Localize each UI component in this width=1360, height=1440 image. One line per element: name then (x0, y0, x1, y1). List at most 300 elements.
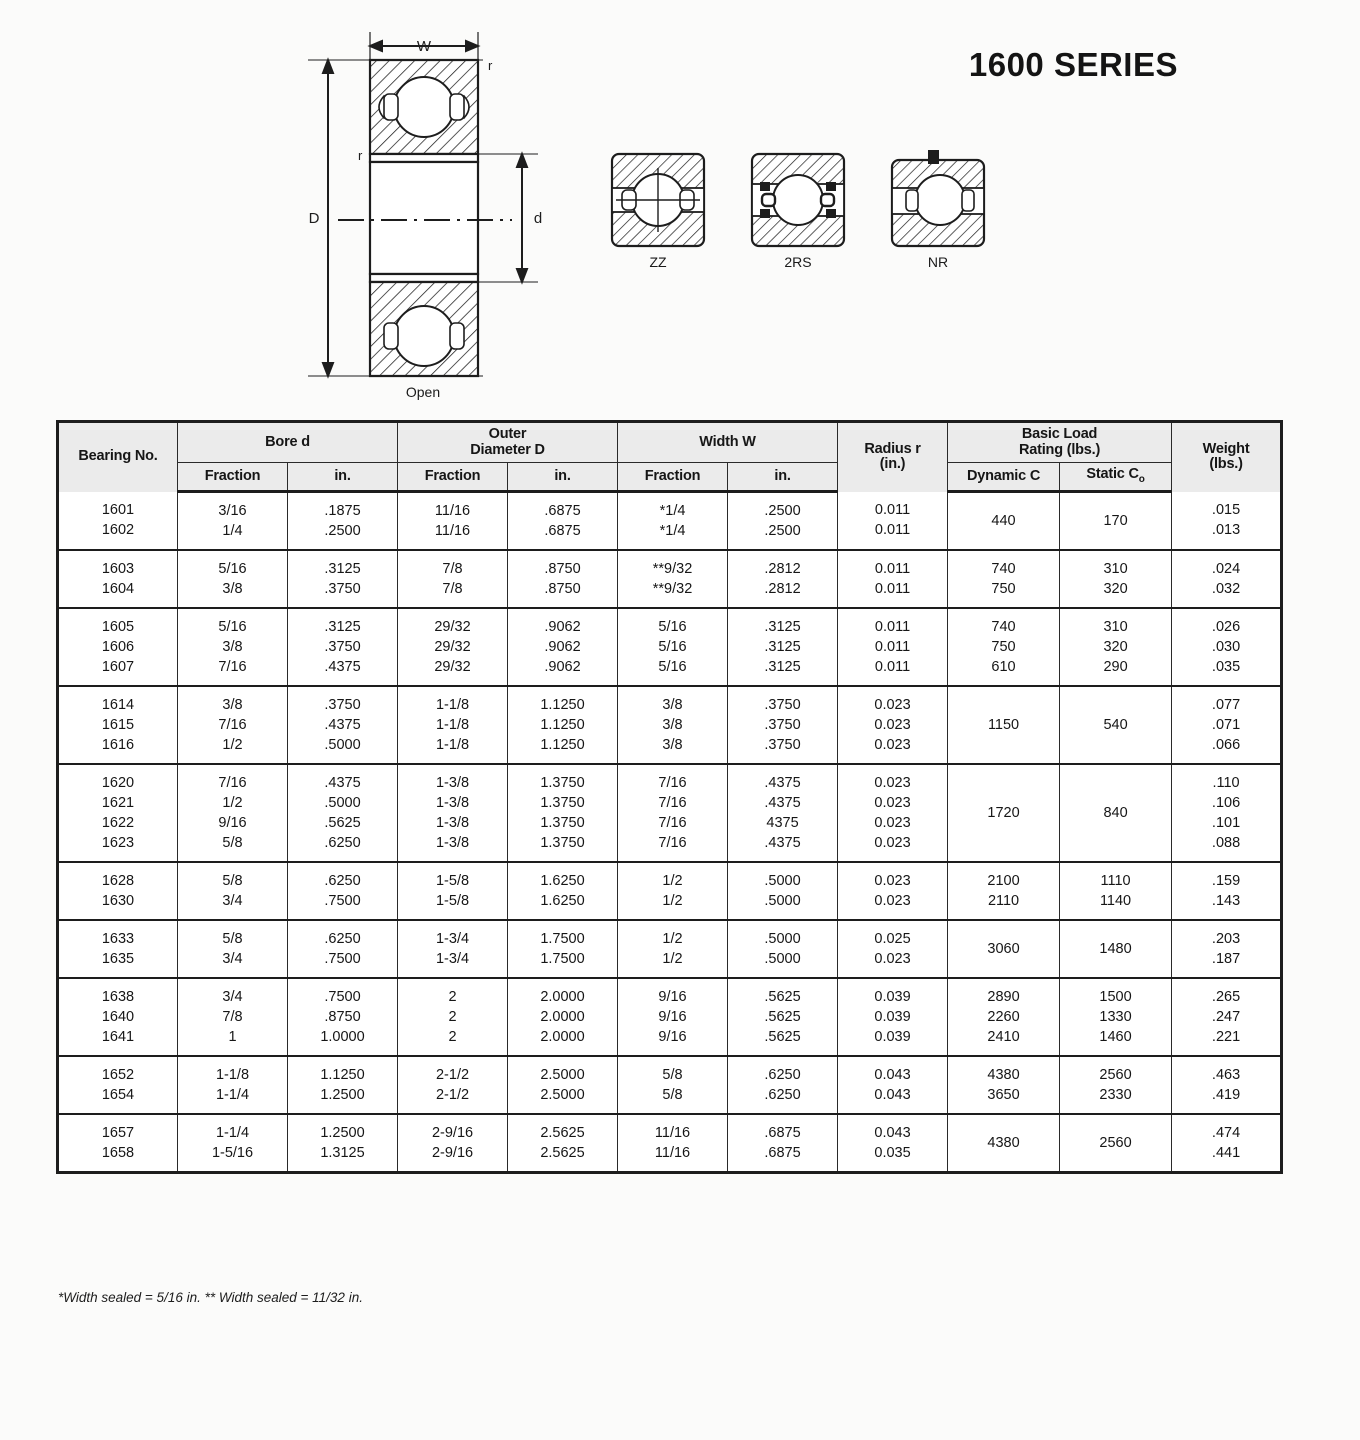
cell-dynamic-c-value: 740 (991, 561, 1016, 577)
cell-radius-value: 0.043 (874, 1125, 911, 1141)
cell-od-fraction-value: 2-1/2 (435, 1087, 470, 1103)
svg-text:D: D (308, 210, 320, 227)
table-row-group (58, 764, 1282, 862)
cell-weight-value: .015 (1211, 502, 1241, 519)
cell-od-in (508, 764, 618, 862)
col-header-bore-in: in. (288, 463, 398, 492)
cell-static-c (1060, 608, 1172, 686)
cell-bore-in-value: .3125 (324, 619, 361, 635)
cell-width-in (728, 550, 838, 608)
cell-bearing-no-value: 1652 (101, 1067, 135, 1083)
cell-bearing-no-value: 1604 (101, 581, 135, 597)
cell-bearing-no-value: 1635 (101, 951, 135, 967)
cell-bore-fraction-value: 3/16 (218, 503, 247, 519)
svg-text:W: W (416, 38, 432, 55)
cell-bearing-no-value: 1628 (101, 873, 135, 889)
cell-width-fraction-value: 3/8 (662, 717, 683, 733)
cell-bore-in (288, 978, 398, 1056)
cell-dynamic-c-value: 610 (991, 659, 1016, 675)
cell-width-fraction-value: 7/16 (658, 835, 687, 851)
cell-weight-value: .013 (1211, 522, 1241, 539)
cell-bore-fraction-value: 5/8 (222, 873, 243, 889)
cell-od-in-value: .6875 (544, 503, 581, 519)
cell-od-in (508, 1114, 618, 1173)
cell-dynamic-c (948, 550, 1060, 608)
cell-static-c: 1480 (1060, 920, 1172, 978)
cell-width-fraction-value: 9/16 (658, 989, 687, 1005)
cell-bore-in-value: 1.1250 (320, 1067, 365, 1083)
cell-radius-value: 0.025 (874, 931, 911, 947)
cell-radius-value: 0.011 (874, 659, 911, 675)
cell-od-in-value: 1.6250 (540, 893, 585, 909)
cell-radius-value: 0.011 (874, 522, 911, 539)
cell-od-fraction (398, 550, 508, 608)
col-header-od-in: in. (508, 463, 618, 492)
cell-bearing-no (58, 492, 178, 551)
cell-dynamic-c (948, 862, 1060, 920)
cell-bore-in (288, 550, 398, 608)
cell-bore-in-value: 1.2500 (320, 1087, 365, 1103)
cell-weight-value: .187 (1211, 951, 1241, 967)
cell-width-fraction-value: *1/4 (659, 503, 686, 519)
specification-table-wrapper (56, 420, 1280, 1174)
cell-static-c (1060, 862, 1172, 920)
cell-bore-fraction-value: 5/16 (218, 619, 247, 635)
cell-radius-value: 0.011 (874, 502, 911, 519)
cell-radius-value: 0.023 (874, 873, 911, 889)
cell-weight-value: .203 (1211, 931, 1241, 947)
col-header-radius-line1: Radius r (864, 440, 921, 457)
cell-width-in-value: .6250 (764, 1087, 801, 1103)
cell-width-fraction-value: 1/2 (662, 893, 683, 909)
cell-bore-fraction-value: 3/8 (222, 697, 243, 713)
cell-bore-in (288, 492, 398, 551)
cell-od-fraction (398, 1114, 508, 1173)
cell-bearing-no-value: 1601 (101, 502, 135, 519)
cell-weight-value: .030 (1211, 639, 1241, 655)
cell-weight-value: .221 (1211, 1029, 1241, 1045)
page-title: 1600 SERIES (968, 46, 1178, 83)
cell-radius-value: 0.011 (874, 619, 911, 635)
cell-weight (1172, 1056, 1282, 1114)
cell-dynamic-c: 4380 (948, 1114, 1060, 1173)
cell-od-in-value: 1.6250 (540, 873, 585, 889)
cell-bore-in-value: .2500 (324, 523, 361, 539)
cell-bore-fraction-value: 5/8 (222, 835, 243, 851)
col-header-static-c (1060, 463, 1172, 492)
cell-width-fraction (618, 550, 728, 608)
cell-bore-in-value: .3750 (324, 639, 361, 655)
cell-width-fraction-value: 1/2 (662, 931, 683, 947)
cell-width-fraction (618, 686, 728, 764)
cell-bore-in (288, 1056, 398, 1114)
cell-radius-value: 0.023 (874, 697, 911, 713)
cell-width-in-value: .3125 (764, 619, 801, 635)
cell-width-in (728, 1056, 838, 1114)
cell-od-fraction-value: 2-1/2 (435, 1067, 470, 1083)
cell-od-in-value: 1.3750 (540, 815, 585, 831)
cell-dynamic-c-value: 2100 (987, 873, 1020, 889)
cell-od-fraction-value: 1-3/8 (435, 775, 470, 791)
cell-bore-fraction (178, 608, 288, 686)
cell-bore-fraction-value: 3/4 (222, 951, 243, 967)
open-bearing-diagram (298, 24, 548, 404)
variant-label-2rs: 2RS (784, 254, 812, 270)
cell-static-c-value: 2330 (1099, 1087, 1132, 1103)
cell-bearing-no-value: 1654 (101, 1087, 135, 1103)
cell-bore-in-value: .6250 (324, 931, 361, 947)
cell-bearing-no-value: 1622 (101, 815, 135, 831)
cell-bearing-no-value: 1658 (101, 1145, 135, 1161)
cell-width-in-value: .5000 (764, 893, 801, 909)
illustration-band (0, 0, 1360, 410)
cell-od-in-value: .9062 (544, 659, 581, 675)
cell-static-c-value: 1460 (1099, 1029, 1132, 1045)
cell-bearing-no (58, 1114, 178, 1173)
cell-bore-fraction (178, 862, 288, 920)
cell-bore-fraction-value: 1-1/8 (215, 1067, 250, 1083)
open-bearing-figure (298, 24, 548, 404)
cell-width-in-value: 4375 (766, 815, 799, 831)
cell-bore-fraction-value: 1-5/16 (211, 1145, 254, 1161)
cell-od-fraction (398, 920, 508, 978)
cell-width-in-value: .3750 (764, 697, 801, 713)
cell-weight (1172, 764, 1282, 862)
cell-bearing-no-value: 1621 (101, 795, 135, 811)
cell-static-c-value: 310 (1103, 561, 1128, 577)
2rs-bearing-diagram (748, 150, 848, 250)
table-row-group (58, 492, 1282, 551)
cell-static-c-value: 290 (1103, 659, 1128, 675)
cell-width-in (728, 764, 838, 862)
cell-bearing-no (58, 608, 178, 686)
cell-od-fraction (398, 1056, 508, 1114)
zz-bearing-diagram (608, 150, 708, 250)
cell-bearing-no (58, 862, 178, 920)
col-header-weight-line1: Weight (1202, 440, 1250, 457)
cell-dynamic-c: 3060 (948, 920, 1060, 978)
cell-bore-in (288, 862, 398, 920)
cell-od-in-value: 1.1250 (540, 697, 585, 713)
cell-od-fraction-value: 1-3/4 (435, 931, 470, 947)
cell-bore-in-value: .5625 (324, 815, 361, 831)
cell-weight (1172, 686, 1282, 764)
cell-radius (838, 492, 948, 551)
cell-od-fraction-value: 1-3/8 (435, 795, 470, 811)
cell-radius-value: 0.039 (874, 1029, 911, 1045)
cell-width-in-value: .3750 (764, 717, 801, 733)
cell-bearing-no-value: 1638 (101, 989, 135, 1005)
cell-radius (838, 764, 948, 862)
cell-width-fraction-value: 5/8 (662, 1087, 683, 1103)
cell-radius-value: 0.023 (874, 795, 911, 811)
cell-radius (838, 978, 948, 1056)
col-header-outer-diameter-line2: Diameter D (470, 441, 545, 458)
cell-od-fraction-value: 1-3/8 (435, 835, 470, 851)
cell-width-in-value: .6250 (764, 1067, 801, 1083)
cell-radius (838, 686, 948, 764)
cell-width-in-value: .5000 (764, 873, 801, 889)
variant-figure-nr (888, 150, 988, 270)
cell-radius-value: 0.043 (874, 1067, 911, 1083)
cell-dynamic-c (948, 1056, 1060, 1114)
cell-weight (1172, 1114, 1282, 1173)
table-row-group (58, 608, 1282, 686)
cell-width-in (728, 1114, 838, 1173)
cell-radius-value: 0.011 (874, 639, 911, 655)
cell-width-fraction (618, 492, 728, 551)
variant-label-zz: ZZ (649, 254, 667, 270)
col-header-bore-fraction: Fraction (178, 463, 288, 492)
cell-width-fraction-value: 5/16 (658, 639, 687, 655)
cell-width-in-value: .5625 (764, 1009, 801, 1025)
cell-width-in-value: .4375 (764, 835, 801, 851)
cell-radius (838, 1056, 948, 1114)
cell-width-fraction (618, 862, 728, 920)
cell-width-fraction-value: *1/4 (659, 523, 686, 539)
cell-bore-fraction-value: 7/16 (218, 717, 247, 733)
cell-od-in-value: .8750 (544, 581, 581, 597)
cell-bore-fraction (178, 550, 288, 608)
cell-radius-value: 0.023 (874, 815, 911, 831)
cell-dynamic-c-value: 2260 (987, 1009, 1020, 1025)
cell-radius (838, 1114, 948, 1173)
cell-bore-fraction (178, 686, 288, 764)
cell-bore-in-value: .3125 (324, 561, 361, 577)
cell-bore-in-value: .8750 (324, 1009, 361, 1025)
cell-od-fraction-value: 1-3/4 (435, 951, 470, 967)
cell-static-c-value: 1140 (1099, 893, 1132, 909)
cell-bore-in-value: .4375 (324, 717, 361, 733)
cell-weight-value: .024 (1211, 561, 1241, 577)
cell-width-in-value: .3750 (764, 737, 801, 753)
cell-weight (1172, 550, 1282, 608)
cell-bore-in-value: .5000 (324, 737, 361, 753)
cell-od-in-value: 2.5000 (540, 1067, 585, 1083)
cell-od-in-value: .9062 (544, 639, 581, 655)
cell-bearing-no-value: 1620 (101, 775, 135, 791)
cell-bore-in (288, 1114, 398, 1173)
cell-od-in-value: 2.5000 (540, 1087, 585, 1103)
cell-width-fraction-value: 5/16 (658, 659, 687, 675)
cell-od-fraction-value: 2 (448, 1009, 457, 1025)
col-header-weight (1172, 422, 1282, 492)
cell-od-in (508, 1056, 618, 1114)
cell-static-c-value: 1330 (1099, 1009, 1132, 1025)
cell-dynamic-c-value: 2890 (987, 989, 1020, 1005)
cell-od-fraction-value: 1-5/8 (435, 873, 470, 889)
cell-bearing-no (58, 1056, 178, 1114)
cell-radius-value: 0.035 (874, 1145, 911, 1161)
cell-od-in-value: 1.1250 (540, 717, 585, 733)
cell-weight-value: .110 (1212, 775, 1240, 791)
cell-od-fraction-value: 1-3/8 (435, 815, 470, 831)
cell-width-fraction-value: 7/16 (658, 775, 687, 791)
svg-text:d: d (533, 210, 543, 227)
cell-dynamic-c-value: 750 (991, 639, 1016, 655)
cell-bore-fraction-value: 5/16 (218, 561, 247, 577)
cell-od-fraction-value: 2-9/16 (431, 1125, 474, 1141)
cell-bore-in (288, 608, 398, 686)
cell-radius (838, 608, 948, 686)
cell-static-c-value: 1110 (1100, 873, 1131, 889)
cell-od-in (508, 920, 618, 978)
cell-static-c: 170 (1060, 492, 1172, 551)
cell-od-fraction-value: 1-1/8 (435, 697, 470, 713)
cell-radius (838, 920, 948, 978)
col-header-basic-load-line1: Basic Load (1021, 426, 1098, 442)
cell-width-in-value: .5625 (764, 1029, 801, 1045)
cell-bore-fraction (178, 1114, 288, 1173)
cell-width-fraction-value: 11/16 (654, 1125, 691, 1141)
cell-dynamic-c-value: 4380 (987, 1067, 1020, 1083)
cell-od-fraction (398, 608, 508, 686)
col-header-basic-load-line2: Rating (lbs.) (1018, 441, 1101, 458)
cell-weight-value: .026 (1211, 619, 1241, 635)
col-header-width-fraction: Fraction (618, 463, 728, 492)
cell-bore-fraction (178, 492, 288, 551)
cell-weight (1172, 920, 1282, 978)
cell-width-fraction-value: 3/8 (662, 697, 683, 713)
cell-bore-fraction (178, 764, 288, 862)
cell-width-fraction-value: 1/2 (662, 873, 683, 889)
cell-bore-fraction-value: 1-1/4 (215, 1125, 250, 1141)
cell-od-in-value: 1.3750 (540, 835, 585, 851)
cell-bearing-no-value: 1616 (101, 737, 135, 753)
cell-od-fraction-value: 29/32 (434, 619, 471, 635)
cell-od-in-value: 1.7500 (540, 951, 585, 967)
cell-bearing-no-value: 1657 (101, 1125, 135, 1141)
cell-width-fraction-value: 5/8 (662, 1067, 683, 1083)
cell-bore-fraction-value: 1/4 (222, 523, 243, 539)
cell-od-fraction (398, 862, 508, 920)
cell-bearing-no-value: 1641 (101, 1029, 135, 1045)
table-row-group (58, 1056, 1282, 1114)
cell-bearing-no (58, 978, 178, 1056)
cell-weight-value: .143 (1211, 893, 1241, 909)
cell-bearing-no-value: 1603 (101, 561, 135, 577)
specification-table (56, 420, 1283, 1174)
cell-static-c: 2560 (1060, 1114, 1172, 1173)
cell-dynamic-c: 1720 (948, 764, 1060, 862)
cell-weight-value: .159 (1211, 873, 1241, 889)
cell-bearing-no (58, 764, 178, 862)
col-header-bore: Bore d (178, 422, 398, 463)
cell-bearing-no (58, 550, 178, 608)
cell-radius-value: 0.011 (874, 581, 911, 597)
cell-width-fraction-value: 9/16 (658, 1009, 687, 1025)
cell-bore-in-value: .4375 (324, 775, 361, 791)
cell-bore-in-value: .7500 (324, 893, 361, 909)
col-header-outer-diameter (398, 422, 618, 463)
table-header (58, 422, 1282, 492)
cell-weight-value: .071 (1211, 717, 1241, 733)
cell-width-fraction (618, 1056, 728, 1114)
cell-width-in (728, 978, 838, 1056)
cell-od-fraction-value: 1-5/8 (435, 893, 470, 909)
cell-dynamic-c-value: 2110 (987, 893, 1020, 909)
cell-bore-fraction-value: 7/16 (218, 775, 247, 791)
cell-dynamic-c-value: 2410 (987, 1029, 1020, 1045)
cell-weight-value: .247 (1211, 1009, 1241, 1025)
table-row-group (58, 550, 1282, 608)
svg-text:r: r (488, 58, 493, 73)
cell-width-fraction-value: 9/16 (658, 1029, 687, 1045)
cell-bore-fraction-value: 3/4 (222, 989, 243, 1005)
cell-bearing-no (58, 686, 178, 764)
cell-dynamic-c (948, 608, 1060, 686)
cell-radius-value: 0.023 (874, 717, 911, 733)
cell-width-in-value: .4375 (764, 775, 801, 791)
cell-radius (838, 550, 948, 608)
cell-bearing-no-value: 1623 (101, 835, 135, 851)
cell-width-in (728, 920, 838, 978)
cell-width-fraction (618, 764, 728, 862)
cell-od-in-value: 2.0000 (540, 989, 585, 1005)
cell-bore-in-value: .3750 (324, 581, 361, 597)
cell-static-c (1060, 978, 1172, 1056)
cell-static-c-value: 1500 (1099, 989, 1132, 1005)
cell-bearing-no-value: 1606 (101, 639, 135, 655)
cell-static-c: 540 (1060, 686, 1172, 764)
cell-bore-in-value: 1.3125 (320, 1145, 365, 1161)
cell-bore-in (288, 686, 398, 764)
cell-width-in (728, 608, 838, 686)
cell-weight (1172, 608, 1282, 686)
cell-bearing-no-value: 1633 (101, 931, 135, 947)
cell-od-fraction-value: 2-9/16 (431, 1145, 474, 1161)
cell-od-in-value: .6875 (544, 523, 581, 539)
cell-radius-value: 0.043 (874, 1087, 911, 1103)
cell-od-fraction (398, 978, 508, 1056)
cell-bore-in-value: .7500 (324, 951, 361, 967)
cell-od-in-value: .9062 (544, 619, 581, 635)
cell-weight-value: .066 (1211, 737, 1241, 753)
cell-od-fraction-value: 2 (448, 1029, 457, 1045)
cell-bore-in-value: .6250 (324, 873, 361, 889)
table-row-group (58, 686, 1282, 764)
cell-radius-value: 0.011 (874, 561, 911, 577)
cell-width-in-value: .6875 (764, 1145, 801, 1161)
table-row-group (58, 978, 1282, 1056)
cell-bore-fraction-value: 7/8 (222, 1009, 243, 1025)
col-header-outer-diameter-line1: Outer (488, 426, 527, 442)
cell-od-in (508, 978, 618, 1056)
cell-od-in (508, 492, 618, 551)
cell-dynamic-c: 440 (948, 492, 1060, 551)
cell-width-in-value: .2500 (764, 523, 801, 539)
cell-bearing-no-value: 1602 (101, 522, 135, 539)
cell-radius-value: 0.023 (874, 951, 911, 967)
cell-bore-in (288, 920, 398, 978)
cell-bearing-no (58, 920, 178, 978)
cell-width-fraction-value: **9/32 (652, 581, 693, 597)
cell-od-fraction-value: 7/8 (442, 561, 463, 577)
cell-bore-in (288, 764, 398, 862)
variant-figure-zz (608, 150, 708, 270)
cell-dynamic-c-value: 740 (991, 619, 1016, 635)
cell-width-in-value: .3125 (764, 659, 801, 675)
cell-bore-in-value: .7500 (324, 989, 361, 1005)
cell-weight (1172, 492, 1282, 551)
cell-bearing-no-value: 1615 (101, 717, 135, 733)
cell-width-fraction-value: 7/16 (658, 815, 687, 831)
cell-od-in-value: 1.1250 (540, 737, 585, 753)
cell-od-in-value: .8750 (544, 561, 581, 577)
col-header-static-c-text: Static C (1086, 466, 1139, 483)
variant-figure-2rs (748, 150, 848, 270)
cell-dynamic-c: 1150 (948, 686, 1060, 764)
